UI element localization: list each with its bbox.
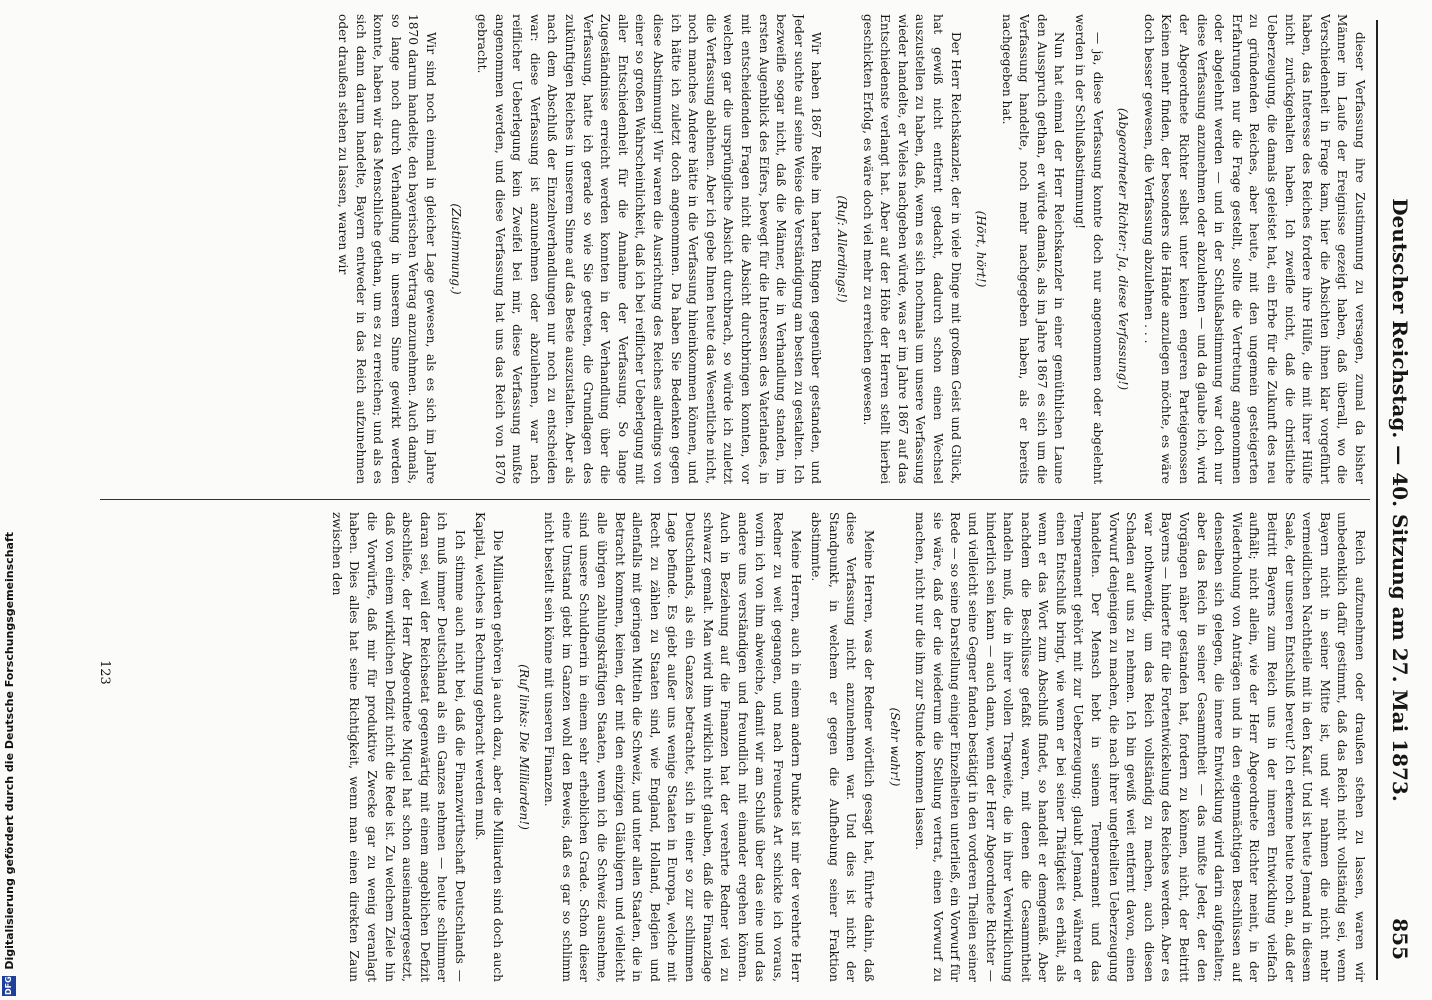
text-paragraph: Ich stimme auch nicht bei, daß die Finanzwirthschaft Deutschlands — ich muß immer Deutschland als ein Ganzes nehmen — heute schlimmer daran sei, weil der Reichsetat gegenwärtig mit einem angeblichen Defizit abschließe, der Herr Abgeordnete Miquel hat schon auseinandergesetzt, daß von einem wirklichen Defizit nicht die Rede ist. Zu welchem Ziele hin die Vorwürfe, daß mir für produktive Zwecke gar zu wenig veranlagt haben. Dies alles hat seine Richtigkeit, wenn man einen direkten Zaun zwischen den — [329, 512, 467, 982]
interjection: (Zustimmung.) — [449, 203, 464, 295]
text-paragraph: Die Milliarden gehören ja auch dazu, aber die Milliarden sind doch auch Kapital, welches in Rechnung gebracht werden muß. — [473, 512, 506, 982]
text-paragraph: Meine Herren, was der Redner wörtlich gesagt hat, führte dahin, daß diese Verfassung nicht anzunehmen war. Und dies ist nicht der Standpunkt, in welchem er gegen die Aufhebung seiner Fraktion abstimmte. — [809, 512, 876, 982]
interjection: (Hört, hört!) — [974, 210, 989, 288]
text-paragraph: Wir sind noch einmal in gleicher Lage gewesen, als es sich im Jahre 1870 darum handelte, den bayerischen Vertrag anzunehmen. Auch damals, so lange noch durch Verhandlung in unserem Sinne gewirkt werden konnte, haben wir das Menschliche gethan, um es zu erreichen; und als es sich dann darum handelte, Bayern entweder in das Reich aufzunehmen oder draußen stehen zu lassen, waren wir — [335, 14, 438, 484]
text-paragraph: — ja, diese Verfassung konnte doch nur angenommen oder abgelehnt werden in der Schlußabstimmung! — [1073, 14, 1105, 484]
digitization-credit — [0, 0, 20, 1000]
text-paragraph: Wir haben 1867 Reihe im harten Ringen gegenüber gestanden, und Jeder suchte auf seine Weise die Verständigung am besten zu gestalten. Ich bezweifle sogar nicht, daß die Männer, die in Verhandlung standen, im ersten Augenblick des Eifers, bewegt für die Interessen des Vaterlandes, in mit entscheidenden Fragen nicht die Absicht durchbringen konnten, vor welchen gar die ursprüngliche Absicht durchbrach, so würde ich zuletzt die Verfassung ablehnen. Aber ich gebe Ihnen heute das Wesentliche nicht, noch manches Andere hätte in die Verfassung hineinkommen können, und ich hätte ich zuletzt doch angenommen. Da haben Sie Bedenken gegen diese Abstimmung! Wir waren die Ausrichtung des Reiches allerdings von einer so großen Wahrscheinlichkeit, daß ich bei reiflicher Ueberlegung mit aller Entschiedenheit für die Annahme der Verfassung. So lange Zugeständnisse erreicht werden konnten in der Verhandlung über die Verfassung, hatte ich gerade so wie Sie getreten, die Grundlagen des zukünftigen Reiches in unserem Sinne auf das Beste auszustalten. Aber als nach dem Abschluß der Einzelnverhandlungen nur noch zu entscheiden war: diese Verfassung ist anzunehmen oder abzulehnen, war nach reiflicher Ueberlegung kein Zweifel bei mir, diese Verfassung mußte angenommen werden, und diese Verfassung hat uns das Reich von 1870 gebracht. — [475, 14, 824, 484]
header-rule — [1376, 20, 1378, 980]
right-column — [98, 512, 1368, 982]
dfg-logo: DFG — [2, 976, 16, 996]
text-paragraph: Nun hat einmal der Herr Reichskanzler in einer gemüthlichen Laune den Ausspruch gethan, er würde damals, als im Jahre 1867 es sich um die Verfassung handelte, noch mehr nachgegeben haben, als er bereits nachgegeben hat. — [999, 14, 1067, 484]
text-paragraph: Reich aufzunehmen oder draußen stehen zu lassen, waren wir unbedenklich dafür gestimmt, daß das Reich nicht vollständig sei, wenn Bayern nicht in seiner Mitte ist, und wir nahmen die nicht mehr vermeidlichen Nachtheile mit in den Kauf. Und ist heute Jemand in diesem Saale, der unseren Entschluß bereut? Ich erkenne heute noch an, daß der Beitritt Bayerns zum Reich uns in der inneren Entwicklung vielfach aufhält; nicht allein, wie der Herr Abgeordnete Richter meint, in der Wiederholung von Anträgen und in den eigenmächtigen Beschlüssen auf denselben sich gelegen, die innere Entwicklung wird darin aufgehalten; aber das Reich in seiner Gesammtheit — das mußte Jeder, der den Vorgängen näher gestanden hat, fordern zu können, nicht, der Beitritt Bayerns — hinderte für die Fortentwickelung des Reiches werden. Aber es war nothwendig, um das Reich vollständig zu machen, auch diesen Schaden auf uns zu nehmen. Ich bin gewiß weit entfernt davon, einen Vorwurf denjenigen zu machen, die nach ihrer ungetheilten Ueberzeugung handelten. Der Mensch hebt in seinem Temperament und das Temperament gehört mit zur Ueberzeugung; glaubt Jemand, während er einen Entschluß bringt, wie wenn er bei seiner Thätigkeit es erhält, als wenn er das Wort zum Abschluß findet, so handelt er demgemäß. Aber nachdem die Beschlüsse gefaßt waren, mit denen die Gesammtheit handeln muß, die in ihrer vollen Tragweite, die in ihrer Verwirklichung hinderlich sein kann — auch dann, wenn der Herr Abgeordnete Richter — und vielleicht seine Gegner fanden bestätigt in den vorderen Theilen seiner Rede — so seine Darstellung einiger Einzelheiten unterließ, ein Vorwurf für sie wäre, daß der die wiederum die Stellung vertrat, einen Vorwurf zu machen, nicht nur die ihm zur Stunde kommen lassen. — [913, 512, 1367, 982]
running-head-title: Deutscher Reichstag. — 40. Sitzung am 27. Mai 1873. — [1388, 198, 1412, 802]
text-paragraph: dieser Verfassung ihre Zustimmung zu versagen, zumal da bisher Männer im Laufe der Ereignisse gezeigt haben, daß überall, wo die Verschiedenheit in Frage kam, hier die Absichten ihnen klar vorgeführt haben, das Interesse des Reiches fordere ihre Hülfe, die mit ihrer Hülfe nicht zurückgehalten haben. Ich zweifle nicht, daß die christliche Ueberzeugung, die damals geleistet hat, ein Erbe für die Zukunft des neu zu gründenden Reiches, aber heute, mit den ungemein gesteigerten Erfahrungen nur die Frage gestellt, sollte die Vertretung angenommen oder abgelehnt werden — und in der Schlußabstimmung war doch nur diese Verfassung anzunehmen oder abzulehnen — und da glaube ich, wird der Abgeordnete Richter selbst unter keinen engeren Parteigenossen Keinen mehr finden, der besonders die Hände anzulegen möchte, es wäre doch besser gewesen, die Verfassung abzulehnen . . . — [1141, 14, 1367, 484]
column-divider — [100, 499, 1370, 500]
interjection: (Sehr wahr!) — [887, 707, 902, 787]
running-head — [1382, 0, 1412, 1000]
page-number: 855 — [1388, 918, 1412, 960]
rotated-page — [30, 0, 1430, 1000]
text-paragraph: Der Herr Reichskanzler, der in viele Dinge mit großem Geist und Glück, hat gewiß nicht entfernt gedacht, dadurch schon einen Wechsel auszustellen zu haben, daß, wenn es sich nochmals um unsere Verfassung wieder handelte, er Vieles nachgeben würde, was er im Jahre 1867 auf das Entschiedenste verlangt hat. Aber auf der Höhe der Herren stellt hierbei geschickten Erfolg, es wäre doch viel mehr zu erreichen gewesen. — [860, 14, 963, 484]
interjection: (Ruf links: Die Milliarden!) — [516, 664, 531, 830]
text-paragraph: Meine Herren, auch in einem andern Punkte ist mir der verehrte Herr Redner zu weit gegangen, und nach Freundes Art schickte ich voraus, worin ich von ihm abweiche, damit wir am Schluß über das eine und das andere uns verständigen und freundlich mit einander ergehen können. Auch in Beziehung auf die Finanzen hat der verehrte Redner viel zu schwarz gemalt. Man wird ihm wirklich nicht glauben, daß die Finanzlage Deutschlands, als ein Ganzes betrachtet, sich in einer so zur schlimmen Lage befinde. Es giebt außer uns wenige Staaten in Europa, welche mit Recht zu zählen zu Staaten sind, wie England, Holland, Belgien und allenfalls mit geringen Mitteln die Schweiz, und unter allen Staaten, die in Betracht kommen, keinen, der mit den einzigen Gläubigern und vielleicht alle übrigen zahlungskräftigen Staaten, wenn ich die Schweiz ausnehme, sind unsere Schuldnerin in einem sehr erheblichen Grade. Schon dieser eine Umstand giebt im Ganzen wohl den Beweis, daß es gar so schlimm nicht bestellt sein könne mit unseren Finanzen. — [542, 512, 803, 982]
signature-mark: 123 — [97, 660, 112, 685]
credit-text: Digitalisierung gefördert durch die Deutsche Forschungsgemeinschaft — [3, 532, 16, 970]
left-column — [98, 14, 1368, 484]
interjection: (Abgeordneter Richter: Ja, diese Verfassung!) — [1116, 107, 1131, 391]
interjection: (Ruf: Allerdings!) — [834, 195, 849, 303]
